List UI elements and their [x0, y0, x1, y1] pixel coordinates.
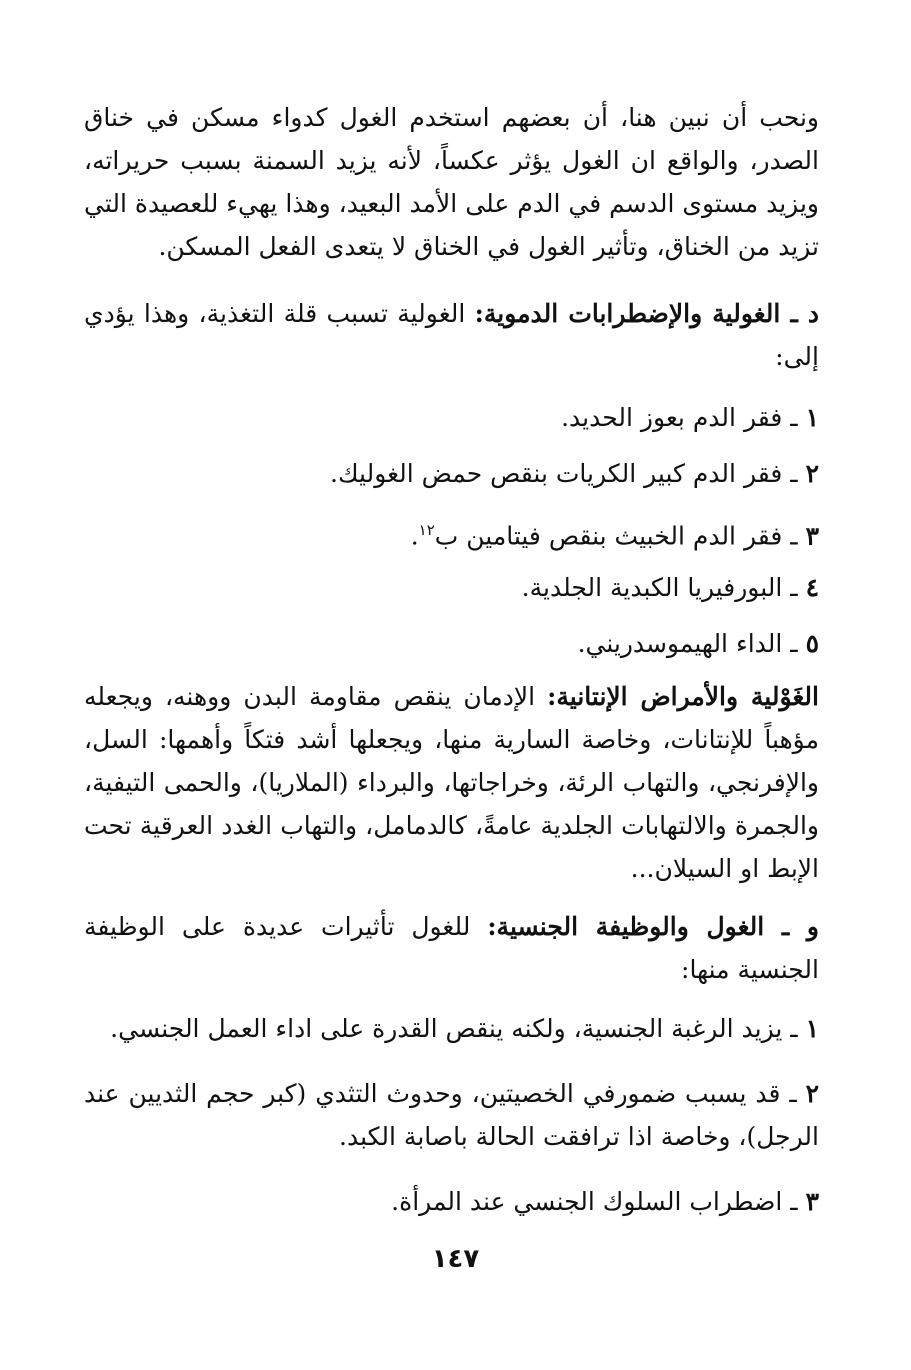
paragraph-sexual-function: [84, 905, 819, 991]
list-item-text: فقر الدم الخبيث بنقص فيتامين ب: [434, 521, 783, 551]
section-text-sexual: للغول تأثيرات عديدة على الوظيفة الجنسية منها:: [84, 912, 819, 984]
list-item-text: الداء الهيموسدريني.: [577, 629, 783, 658]
list-item-number: ١: [805, 1014, 819, 1043]
page-number: ١٤٧: [431, 1244, 480, 1274]
list-item: ٥ ـ الداء الهيموسدريني.: [577, 629, 819, 658]
list-item-text: فقر الدم كبير الكريات بنقص حمض الغوليك.: [330, 459, 783, 488]
list-item-number: ٢: [805, 459, 819, 488]
list-item-text: اضطراب السلوك الجنسي عند المرأة.: [391, 1187, 783, 1216]
section-heading-blood: د ـ الغولية والإضطرابات الدموية:: [474, 299, 819, 328]
list-item-text: قد يسبب ضمورفي الخصيتين، وحدوث التثدي (كبر حجم الثديين عند الرجل)، وخاصة اذا ترافقت الحالة باصابة الكبد.: [84, 1079, 819, 1151]
list-item: ٢ ـ فقر الدم كبير الكريات بنقص حمض الغوليك.: [330, 459, 819, 488]
paragraph-angina: ونحب أن نبين هنا، أن بعضهم استخدم الغول كدواء مسكن في خناق الصدر، والواقع ان الغول يؤثر عكساً، لأنه يزيد السمنة بسبب حريراته، ويزيد مستوى الدسم في الدم على الأمد البعيد، وهذا يهيء للعصيدة التي تزيد من الخناق، وتأثير الغول في الخناق لا يتعدى الفعل المسكن.: [84, 103, 819, 261]
list-item: ٣ ـ اضطراب السلوك الجنسي عند المرأة.: [391, 1187, 819, 1216]
list-item-number: ٣: [805, 1187, 819, 1216]
list-item-number: ٥: [805, 629, 819, 658]
paragraph-infections: [84, 675, 819, 890]
section-text-infections: الإدمان ينقص مقاومة البدن ووهنه، ويجعله مؤهباً للإنتانات، وخاصة السارية منها، ويجعلها أشد فتكاً وأهمها: السل، والإفرنجي، والتهاب الرئة، وخراجاتها، والبرداء (الملاريا)، والحمى التيفية، والجمرة والالتهابات الجلدية عامةً، كالدمامل، والتهاب الغدد العرقية تحت الإبط او السيلان...: [84, 682, 819, 883]
superscript-b12: ١٢: [418, 521, 435, 539]
list-item-text: فقر الدم بعوز الحديد.: [561, 403, 783, 432]
list-item-text: يزيد الرغبة الجنسية، ولكنه ينقص القدرة على اداء العمل الجنسي.: [110, 1014, 783, 1043]
list-item-number: ٣: [805, 521, 819, 551]
list-item-text: البورفيريا الكبدية الجلدية.: [521, 573, 783, 602]
list-item-number: ١: [805, 403, 819, 432]
list-item: ٤ ـ البورفيريا الكبدية الجلدية.: [521, 573, 819, 602]
list-item: ٣ ـ فقر الدم الخبيث بنقص فيتامين ب$^{١٢}$.: [410, 521, 819, 551]
section-heading-sexual: و ـ الغول والوظيفة الجنسية:: [487, 912, 819, 941]
list-item: ١ ـ فقر الدم بعوز الحديد.: [561, 403, 819, 432]
section-heading-infections: الغَوْلية والأمراض الإنتانية:: [547, 682, 819, 711]
list-item: ٢ ـ قد يسبب ضمورفي الخصيتين، وحدوث التثدي (كبر حجم الثديين عند الرجل)، وخاصة اذا ترافقت الحالة باصابة الكبد.: [84, 1079, 819, 1151]
list-item-number: ٤: [805, 573, 819, 602]
section-text-blood: الغولية تسبب قلة التغذية، وهذا يؤدي إلى:: [84, 299, 819, 371]
list-item-tail: .: [410, 521, 419, 551]
paragraph-blood-disorders: [84, 292, 819, 378]
list-item-number: ٢: [805, 1079, 819, 1108]
list-item: ١ ـ يزيد الرغبة الجنسية، ولكنه ينقص القدرة على اداء العمل الجنسي.: [110, 1014, 819, 1043]
